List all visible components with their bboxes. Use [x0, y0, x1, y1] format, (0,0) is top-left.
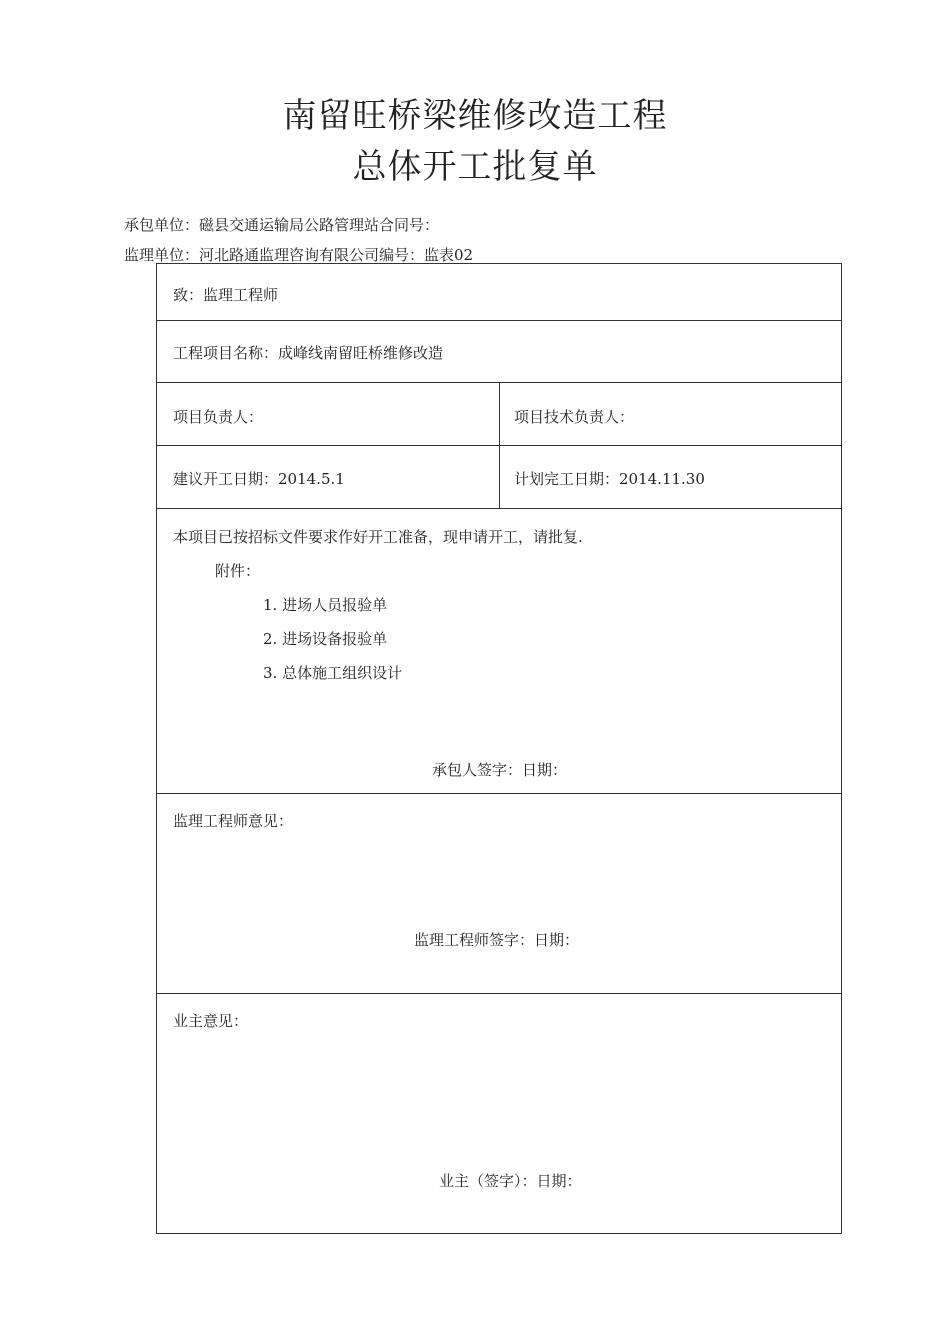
column-divider [499, 383, 500, 445]
owner-signature-line: 业主（签字）：日期： [439, 1172, 582, 1190]
project-manager-field: 项目负责人： [173, 408, 264, 426]
attachments-label: 附件： [215, 562, 261, 580]
attachment-item: 3. 总体施工组织设计 [263, 664, 403, 682]
planned-start-field: 建议开工日期：2014.5.1 [173, 470, 345, 488]
owner-opinion-section [157, 994, 841, 1233]
owner-opinion-label: 业主意见： [173, 1012, 249, 1030]
technical-manager-field: 项目技术负责人： [514, 408, 635, 426]
dates-row [157, 446, 841, 509]
planned-completion-field: 计划完工日期：2014.11.30 [514, 470, 705, 488]
managers-row [157, 383, 841, 446]
contractor-signature-line: 承包人签字：日期： [432, 761, 568, 779]
application-statement: 本项目已按招标文件要求作好开工准备，现申请开工，请批复. [173, 528, 583, 546]
supervisor-opinion-label: 监理工程师意见： [173, 812, 294, 830]
contractor-line: 承包单位：磁县交通运输局公路管理站合同号： [124, 216, 440, 234]
project-name-row [157, 321, 841, 383]
supervisor-opinion-section [157, 794, 841, 994]
document-title: 南留旺桥梁维修改造工程 [282, 96, 668, 136]
to-field: 致：监理工程师 [173, 286, 279, 304]
supervisor-signature-line: 监理工程师签字：日期： [414, 931, 580, 949]
column-divider [499, 446, 500, 508]
attachment-item: 1. 进场人员报验单 [263, 596, 388, 614]
document-subtitle: 总体开工批复单 [352, 147, 598, 187]
to-row [157, 264, 841, 321]
application-section [157, 509, 841, 794]
project-name-field: 工程项目名称：成峰线南留旺桥维修改造 [173, 344, 444, 362]
supervisor-line: 监理单位：河北路通监理咨询有限公司编号：监表02 [124, 246, 474, 264]
approval-form [156, 263, 842, 1234]
attachment-item: 2. 进场设备报验单 [263, 630, 388, 648]
